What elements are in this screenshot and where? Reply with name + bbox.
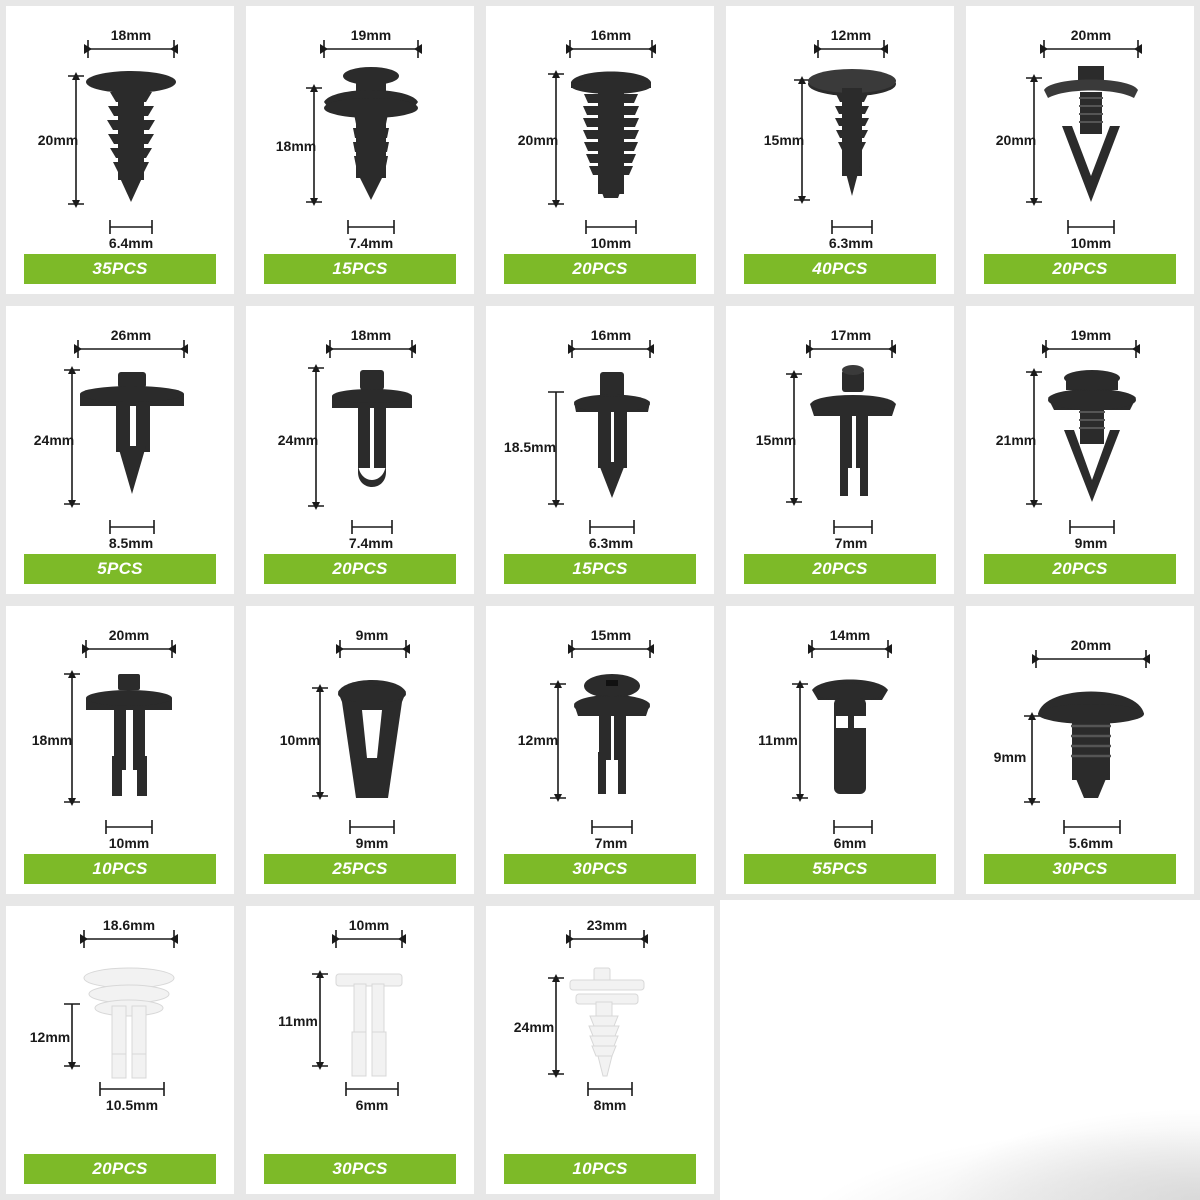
clip-illustration-1 [6,6,234,252]
qty-badge-16: 20PCS [24,1154,216,1184]
dim-side-4: 15mm [763,132,805,148]
qty-badge-13: 30PCS [504,854,696,884]
dim-top-14: 14mm [829,627,871,643]
qty-badge-7: 20PCS [264,554,456,584]
qty-badge-17: 30PCS [264,1154,456,1184]
dim-side-1: 20mm [37,132,79,148]
qty-badge-5: 20PCS [984,254,1176,284]
clip-illustration-11 [6,606,234,852]
dim-side-6: 24mm [33,432,75,448]
clip-card-3 [486,6,714,294]
clip-illustration-4 [726,6,954,252]
clip-card-16 [6,906,234,1194]
clip-cell-13 [480,600,720,900]
clip-cell-5 [960,0,1200,300]
clip-cell-2 [240,0,480,300]
empty-cell-19 [720,900,960,1200]
clip-card-15 [966,606,1194,894]
dim-side-8: 18.5mm [503,439,557,455]
qty-badge-10: 20PCS [984,554,1176,584]
dim-bottom-17: 6mm [355,1097,389,1113]
clip-cell-17 [240,900,480,1200]
dim-top-10: 19mm [1070,327,1112,343]
dim-top-17: 10mm [348,917,390,933]
dim-top-8: 16mm [590,327,632,343]
dim-top-7: 18mm [350,327,392,343]
qty-badge-18: 10PCS [504,1154,696,1184]
dim-side-9: 15mm [755,432,797,448]
clip-illustration-3 [486,6,714,252]
clip-illustration-10 [966,306,1194,552]
dim-bottom-9: 7mm [834,535,868,551]
dim-side-15: 9mm [993,749,1027,765]
dim-bottom-10: 9mm [1074,535,1108,551]
dim-top-3: 16mm [590,27,632,43]
clip-cell-3 [480,0,720,300]
clip-card-7 [246,306,474,594]
clip-card-6 [6,306,234,594]
dim-side-5: 20mm [995,132,1037,148]
clip-illustration-6 [6,306,234,552]
qty-badge-6: 5PCS [24,554,216,584]
dim-top-9: 17mm [830,327,872,343]
dim-top-12: 9mm [355,627,389,643]
clip-cell-4 [720,0,960,300]
dim-bottom-11: 10mm [108,835,150,851]
clip-cell-7 [240,300,480,600]
clip-card-8 [486,306,714,594]
clip-illustration-5 [966,6,1194,252]
dim-bottom-1: 6.4mm [108,235,154,251]
clip-illustration-16 [6,906,234,1152]
dim-top-18: 23mm [586,917,628,933]
clip-cell-15 [960,600,1200,900]
dim-top-13: 15mm [590,627,632,643]
clip-cell-8 [480,300,720,600]
empty-cell-20 [960,900,1200,1200]
clip-card-12 [246,606,474,894]
dim-side-13: 12mm [517,732,559,748]
clip-illustration-14 [726,606,954,852]
qty-badge-4: 40PCS [744,254,936,284]
dim-side-17: 11mm [278,1013,318,1029]
dim-bottom-18: 8mm [593,1097,627,1113]
clip-card-4 [726,6,954,294]
clip-illustration-9 [726,306,954,552]
qty-badge-3: 20PCS [504,254,696,284]
clip-cell-11 [0,600,240,900]
dim-side-12: 10mm [279,732,321,748]
dim-top-11: 20mm [108,627,150,643]
dim-side-11: 18mm [31,732,73,748]
clip-illustration-7 [246,306,474,552]
dim-bottom-3: 10mm [590,235,632,251]
clip-illustration-8 [486,306,714,552]
dim-top-6: 26mm [110,327,152,343]
clip-card-1 [6,6,234,294]
qty-badge-2: 15PCS [264,254,456,284]
dim-top-4: 12mm [830,27,872,43]
clip-card-18 [486,906,714,1194]
dim-side-7: 24mm [277,432,319,448]
clip-card-13 [486,606,714,894]
dim-top-16: 18.6mm [102,917,156,933]
dim-side-18: 24mm [513,1019,555,1035]
clip-illustration-18 [486,906,714,1152]
clip-cell-16 [0,900,240,1200]
clip-card-17 [246,906,474,1194]
clip-illustration-15 [966,606,1194,852]
qty-badge-15: 30PCS [984,854,1176,884]
dim-bottom-13: 7mm [594,835,628,851]
dim-top-1: 18mm [110,27,152,43]
clip-card-5 [966,6,1194,294]
clip-cell-18 [480,900,720,1200]
clip-cell-1 [0,0,240,300]
qty-badge-8: 15PCS [504,554,696,584]
clip-illustration-17 [246,906,474,1152]
dim-bottom-7: 7.4mm [348,535,394,551]
clip-cell-12 [240,600,480,900]
dim-side-2: 18mm [275,138,317,154]
dim-side-10: 21mm [995,432,1037,448]
qty-badge-9: 20PCS [744,554,936,584]
clip-cell-9 [720,300,960,600]
dim-top-15: 20mm [1070,637,1112,653]
dim-bottom-4: 6.3mm [828,235,874,251]
clip-illustration-13 [486,606,714,852]
dim-bottom-12: 9mm [355,835,389,851]
clip-cell-6 [0,300,240,600]
dim-side-3: 20mm [517,132,559,148]
dim-bottom-14: 6mm [833,835,867,851]
dim-bottom-2: 7.4mm [348,235,394,251]
dim-top-5: 20mm [1070,27,1112,43]
qty-badge-1: 35PCS [24,254,216,284]
qty-badge-14: 55PCS [744,854,936,884]
dim-top-2: 19mm [350,27,392,43]
dim-bottom-5: 10mm [1070,235,1112,251]
dim-bottom-16: 10.5mm [105,1097,159,1113]
dim-side-16: 12mm [29,1029,71,1045]
clip-card-10 [966,306,1194,594]
qty-badge-11: 10PCS [24,854,216,884]
dim-bottom-6: 8.5mm [108,535,154,551]
clip-cell-10 [960,300,1200,600]
dim-bottom-15: 5.6mm [1068,835,1114,851]
clip-card-2 [246,6,474,294]
dim-bottom-8: 6.3mm [588,535,634,551]
clip-card-11 [6,606,234,894]
clip-illustration-12 [246,606,474,852]
clip-card-14 [726,606,954,894]
clip-card-9 [726,306,954,594]
clip-illustration-2 [246,6,474,252]
qty-badge-12: 25PCS [264,854,456,884]
clip-cell-14 [720,600,960,900]
dim-side-14: 11mm [758,732,798,748]
